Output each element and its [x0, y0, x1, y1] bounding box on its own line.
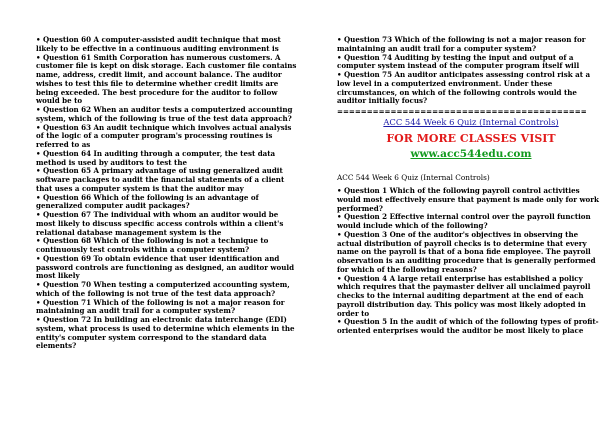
site-link[interactable]: www.acc544edu.com	[410, 148, 532, 160]
question-67: • Question 67 The individual with whom an auditor would be most likely to discuss specific access controls within a client's relational database management system is the	[36, 210, 284, 237]
question-5: • Question 5 In the audit of which of the following types of profit-oriented enterprises would the auditor be most likely to place	[337, 317, 599, 335]
right-column	[337, 36, 600, 336]
question-4: • Question 4 A large retail enterprise has established a policy which requires that the paymaster deliver all unclaimed payroll checks to the internal auditing department at the end of each payroll distribution day. This policy was most likely adopted in order to	[337, 273, 591, 318]
left-column	[36, 36, 300, 351]
question-70: • Question 70 When testing a computerized accounting system, which of the following is not true of the test data approach?	[36, 280, 290, 298]
separator-line: ==========================================	[337, 107, 587, 116]
question-1: • Question 1 Which of the following payroll control activities would most effectively ensure that payment is made only for work performed?	[337, 186, 599, 213]
question-63: • Question 63 An audit technique which involves actual analysis of the logic of a computer program's processing routines is referred to as	[36, 122, 292, 149]
quiz-title-link[interactable]: ACC 544 Week 6 Quiz (Internal Controls)	[383, 117, 559, 127]
question-60: • Question 60 A computer-assisted audit technique that most likely to be effective in a continuous auditing environment is	[36, 35, 281, 53]
section-heading: ACC 544 Week 6 Quiz (Internal Controls)	[337, 173, 490, 182]
question-64: • Question 64 In auditing through a computer, the test data method is used by auditors to test the	[36, 148, 276, 167]
promo-banner: FOR MORE CLASSES VISIT	[386, 132, 556, 145]
question-62: • Question 62 When an auditor tests a computerized accounting system, which of the following is true of the test data approach?	[36, 105, 293, 123]
question-72: • Question 72 In building an electronic data interchange (EDI) system, what process is used to determine which elements in the entity's computer system correspond to the standard data elements?	[36, 315, 295, 351]
question-68: • Question 68 Which of the following is not a technique to continuously test controls within a computer system?	[36, 236, 269, 254]
question-69: • Question 69 To obtain evidence that user identification and password controls are functioning as designed, an auditor would most likely	[36, 253, 295, 281]
question-71: • Question 71 Which of the following is not a major reason for maintaining an audit trail for a computer system?	[36, 297, 285, 316]
question-65: • Question 65 A primary advantage of using generalized audit software packages to audit the financial statements of a client that uses a computer system is that the auditor may	[36, 166, 285, 193]
question-74: • Question 74 Auditing by testing the input and output of a computer system instead of the computer program itself will	[337, 52, 580, 71]
question-61: • Question 61 Smith Corporation has numerous customers. A customer file is kept on disk storage. Each customer file contains name, address, credit limit, and account balance. The auditor wishes to test this file to determine whether credit limits are being exceeded. The best procedure for the auditor to follow would be to	[36, 52, 297, 106]
quiz-title-block	[337, 116, 600, 128]
question-75: • Question 75 An auditor anticipates assessing control risk at a low level in a computerized environment. Under these circumstances, on which of the following controls would the auditor initially focus?	[337, 70, 591, 106]
question-3: • Question 3 One of the auditor's objectives in observing the actual distribution of payroll checks is to determine that every name on the payroll is that of a bona fide employee. The payroll observation is an auditing procedure that is generally performed for which of the following reasons?	[337, 229, 596, 274]
question-73: • Question 73 Which of the following is not a major reason for maintaining an audit trail for a computer system?	[337, 35, 586, 53]
question-2: • Question 2 Effective internal control over the payroll function would include which of the following?	[337, 212, 591, 230]
site-link-block	[337, 147, 600, 161]
question-66: • Question 66 Which of the following is an advantage of generalized computer audit packages?	[36, 192, 259, 211]
